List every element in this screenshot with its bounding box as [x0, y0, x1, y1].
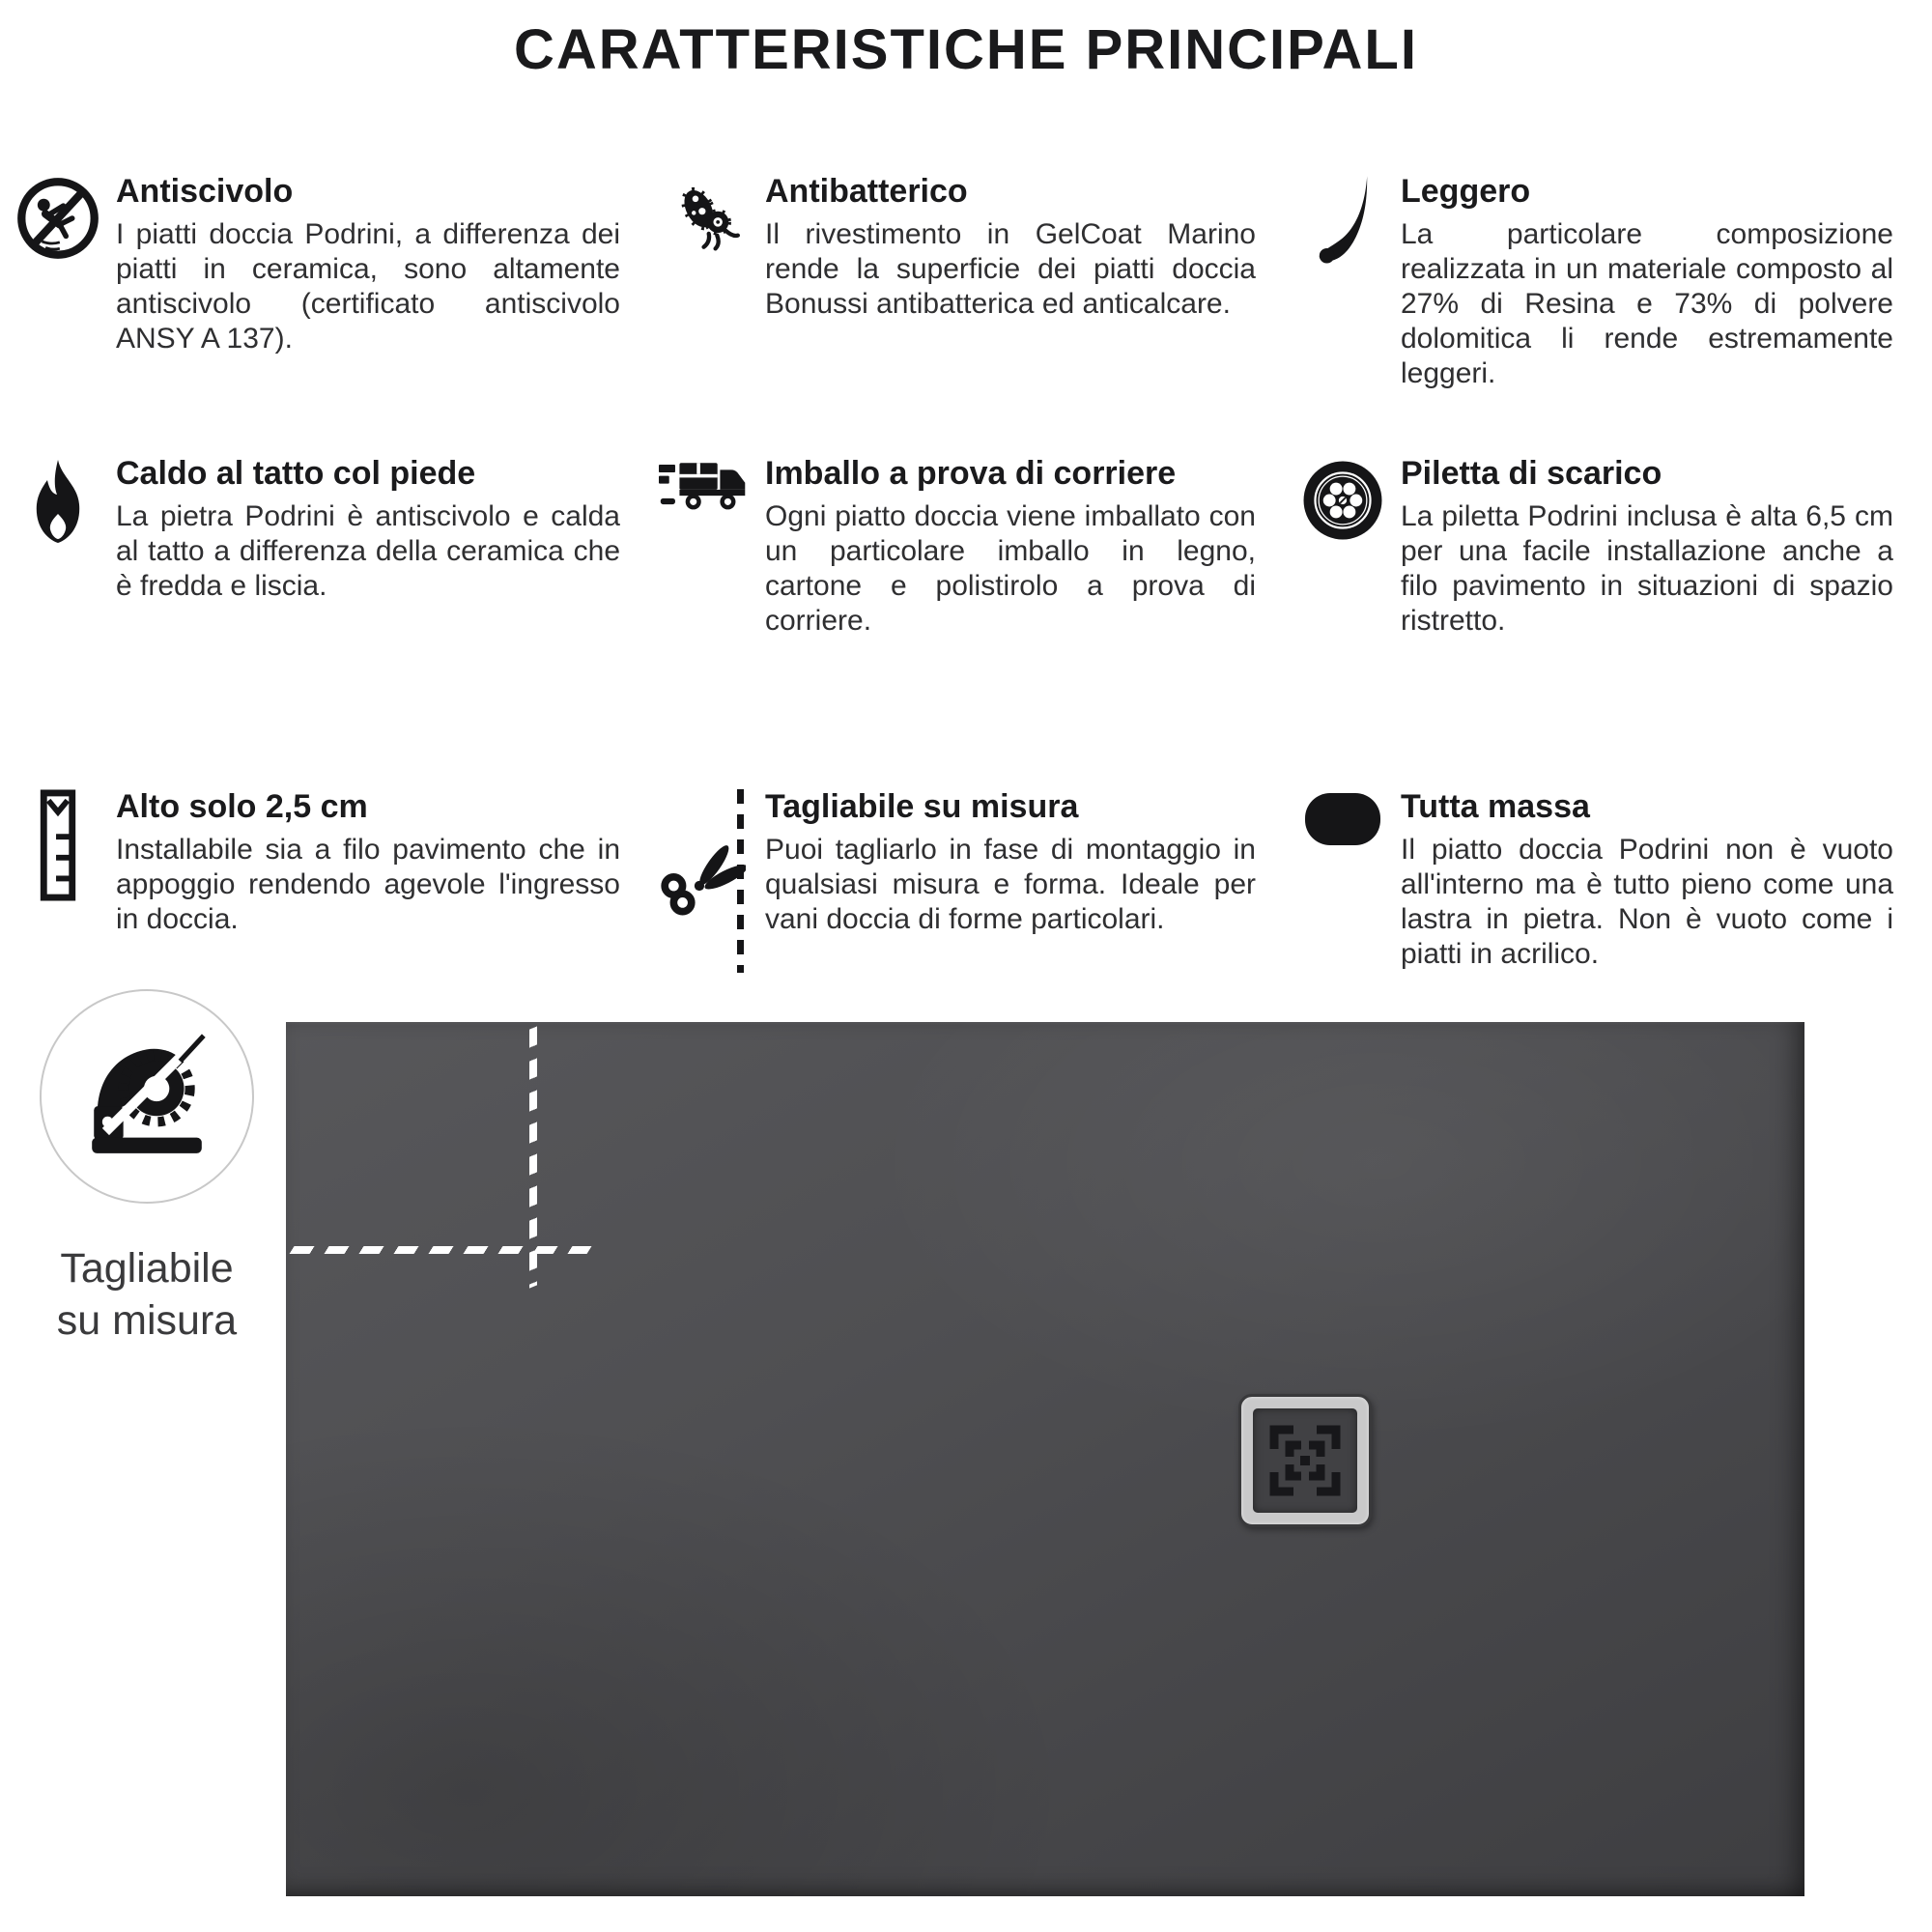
- cut-to-size-badge: [35, 989, 259, 1347]
- badge-label: [35, 1242, 259, 1347]
- drain-grate: [1238, 1394, 1372, 1527]
- circular-saw-icon: [78, 1028, 215, 1165]
- feature-title: Imballo a prova di corriere: [765, 455, 1177, 492]
- feature-body: La particolare composizione realizzata in un materiale composto al 27% di Resina e 73% di polvere dolomitica li rende estremamente leggeri.: [1401, 218, 1893, 389]
- feature-antibatterico: [659, 172, 1256, 454]
- delivery-truck-icon: [659, 454, 755, 522]
- feature-title: Caldo al tatto col piede: [116, 455, 476, 492]
- feature-title: Tagliabile su misura: [765, 788, 1079, 825]
- feature-title: Antibatterico: [765, 173, 968, 210]
- feature-title: Tutta massa: [1401, 788, 1590, 825]
- bacteria-icon: [659, 172, 755, 257]
- feature-piletta: [1294, 454, 1893, 787]
- scissors-icon: [659, 787, 755, 978]
- drain-icon: [1294, 454, 1391, 545]
- ruler-icon: [10, 787, 106, 901]
- features-grid: [10, 172, 1895, 978]
- feature-alto-solo: [10, 787, 620, 978]
- feature-antiscivolo: [10, 172, 620, 454]
- feature-body: La pietra Podrini è antiscivolo e calda al tatto a differenza della ceramica che è fredda e liscia.: [116, 500, 620, 602]
- feature-title: Piletta di scarico: [1401, 455, 1662, 492]
- shower-tray-photo: [286, 1022, 1804, 1896]
- cut-line-horizontal: [290, 1246, 592, 1254]
- no-slip-icon: [10, 172, 106, 263]
- feature-leggero: [1294, 172, 1893, 454]
- feature-body: Il piatto doccia Podrini non è vuoto all'interno ma è tutto pieno come una lastra in pietra. Non è vuoto come i piatti in acrilico.: [1401, 834, 1893, 970]
- badge-label-line1: Tagliabile: [60, 1245, 234, 1292]
- feature-body: La piletta Podrini inclusa è alta 6,5 cm per una facile installazione anche a filo pavimento in situazioni di spazio ristretto.: [1401, 500, 1893, 637]
- feature-caldo-al-tatto: [10, 454, 620, 787]
- feature-body: I piatti doccia Podrini, a differenza dei piatti in ceramica, sono altamente antiscivolo (certificato antiscivolo ANSY A 137).: [116, 218, 620, 355]
- feature-body: Il rivestimento in GelCoat Marino rende la superficie dei piatti doccia Bonussi antibatterica ed anticalcare.: [765, 218, 1256, 320]
- feature-title: Antiscivolo: [116, 173, 294, 210]
- feature-body: Installabile sia a filo pavimento che in appoggio rendendo agevole l'ingresso in doccia.: [116, 834, 620, 935]
- feature-body: Ogni piatto doccia viene imballato con un particolare imballo in legno, cartone e polistirolo a prova di corriere.: [765, 500, 1256, 637]
- feature-tutta-massa: [1294, 787, 1893, 978]
- badge-circle: [40, 989, 254, 1204]
- feature-body: Puoi tagliarlo in fase di montaggio in qualsiasi misura e forma. Ideale per vani doccia di forme particolari.: [765, 834, 1256, 935]
- feature-imballo: [659, 454, 1256, 787]
- feature-tagliabile: [659, 787, 1256, 978]
- feature-title: Alto solo 2,5 cm: [116, 788, 368, 825]
- badge-label-line2: su misura: [56, 1297, 238, 1344]
- page-title: CARATTERISTICHE PRINCIPALI: [514, 18, 1418, 81]
- feather-icon: [1294, 172, 1391, 265]
- stone-slab-icon: [1294, 787, 1391, 845]
- feature-title: Leggero: [1401, 173, 1531, 210]
- flame-icon: [10, 454, 106, 553]
- drain-grate-pattern: [1253, 1408, 1357, 1513]
